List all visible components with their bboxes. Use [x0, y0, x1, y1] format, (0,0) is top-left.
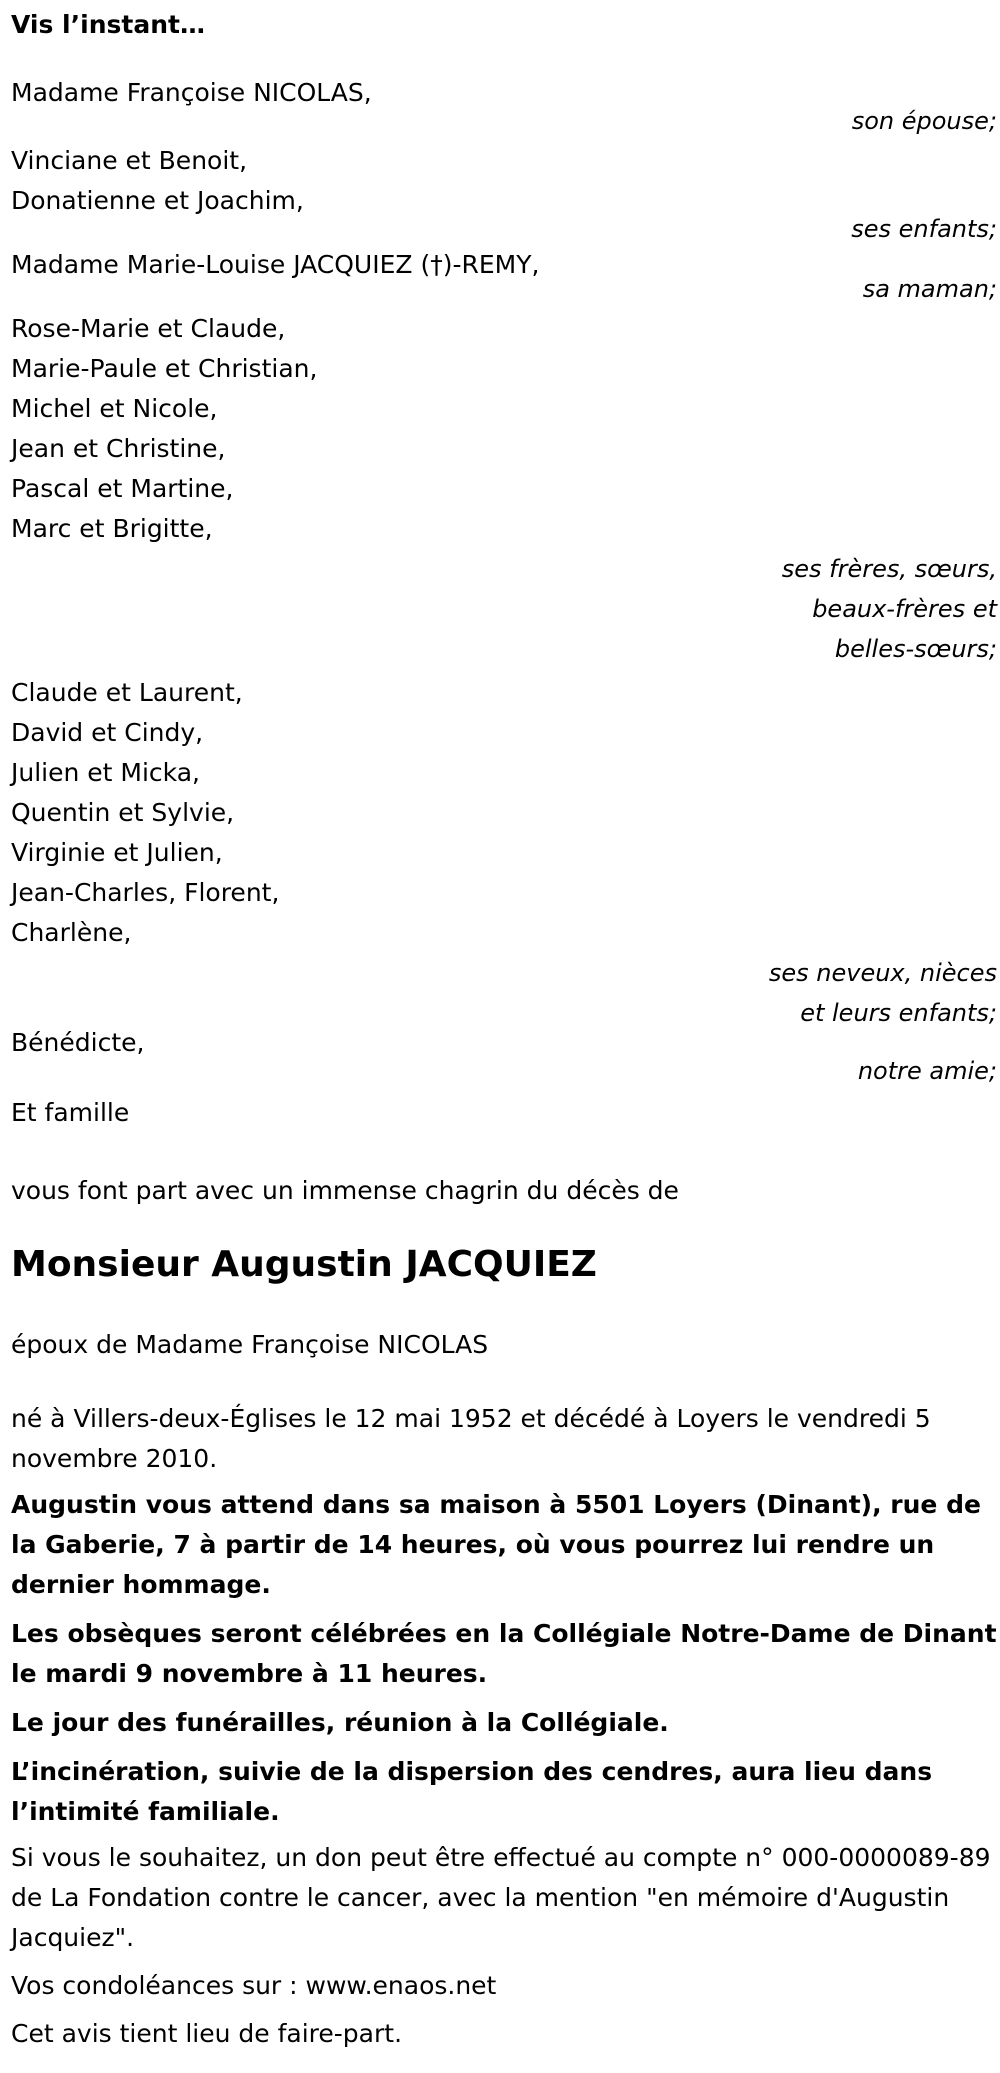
notice-text: Cet avis tient lieu de faire-part.: [11, 2019, 403, 2048]
relation-line: beaux-frères et: [812, 595, 997, 623]
family-line: Et famille: [11, 1098, 130, 1127]
nephews-relation: [11, 953, 997, 1033]
relation-line: ses neveux, nièces: [768, 959, 997, 987]
obituary-notice: [11, 0, 997, 2054]
list-item: Claude et Laurent,: [11, 678, 243, 707]
list-item: Jean-Charles, Florent,: [11, 878, 280, 907]
notice-header: Vis l’instant…: [11, 10, 205, 39]
condolences-text: Vos condoléances sur : www.enaos.net: [11, 1971, 497, 2000]
birth-death-text: né à Villers-deux-Églises le 12 mai 1952 et décédé à Loyers le vendredi 5 novembre 2010.: [11, 1404, 931, 1473]
list-item: Marc et Brigitte,: [11, 514, 213, 543]
spouse-relation: son épouse;: [851, 107, 997, 135]
cremation-text: L’incinération, suivie de la dispersion des cendres, aura lieu dans l’intimité familiale.: [11, 1757, 933, 1826]
list-item: Quentin et Sylvie,: [11, 798, 235, 827]
list-item: David et Cindy,: [11, 718, 204, 747]
visitation-text: Augustin vous attend dans sa maison à 5501 Loyers (Dinant), rue de la Gaberie, 7 à partir de 14 heures, où vous pourrez lui rendre un dernier hommage.: [11, 1490, 981, 1599]
list-item: Donatienne et Joachim,: [11, 186, 304, 215]
spouse-name: Madame Françoise NICOLAS,: [11, 78, 372, 107]
mother-relation: sa maman;: [862, 275, 997, 303]
list-item: Vinciane et Benoit,: [11, 146, 248, 175]
spouse-of-text: époux de Madame Françoise NICOLAS: [11, 1330, 489, 1359]
list-item: Marie-Paule et Christian,: [11, 354, 318, 383]
deceased-name: Monsieur Augustin JACQUIEZ: [11, 1244, 597, 1285]
relation-line: belles-sœurs;: [834, 635, 997, 663]
siblings-relation: [11, 549, 997, 669]
list-item: Charlène,: [11, 918, 132, 947]
siblings-list: [11, 309, 997, 549]
nephews-list: [11, 673, 997, 953]
list-item: Virginie et Julien,: [11, 838, 223, 867]
relation-line: et leurs enfants;: [800, 999, 997, 1027]
children-relation: ses enfants;: [851, 215, 997, 243]
funeral-text: Les obsèques seront célébrées en la Collégiale Notre-Dame de Dinant le mardi 9 novembre à 11 heures.: [11, 1619, 997, 1688]
gathering-text: Le jour des funérailles, réunion à la Collégiale.: [11, 1708, 669, 1737]
list-item: Rose-Marie et Claude,: [11, 314, 286, 343]
announcement-text: vous font part avec un immense chagrin du décès de: [11, 1176, 679, 1205]
friend-name: Bénédicte,: [11, 1028, 145, 1057]
donation-text: Si vous le souhaitez, un don peut être effectué au compte n° 000-0000089-89 de La Fondation contre le cancer, avec la mention "en mémoire d'Augustin Jacquiez".: [11, 1843, 991, 1952]
list-item: Michel et Nicole,: [11, 394, 218, 423]
friend-relation: notre amie;: [857, 1057, 997, 1085]
relation-line: ses frères, sœurs,: [781, 555, 997, 583]
list-item: Jean et Christine,: [11, 434, 226, 463]
list-item: Pascal et Martine,: [11, 474, 234, 503]
mother-name: Madame Marie-Louise JACQUIEZ (†)-REMY,: [11, 250, 540, 279]
list-item: Julien et Micka,: [11, 758, 200, 787]
